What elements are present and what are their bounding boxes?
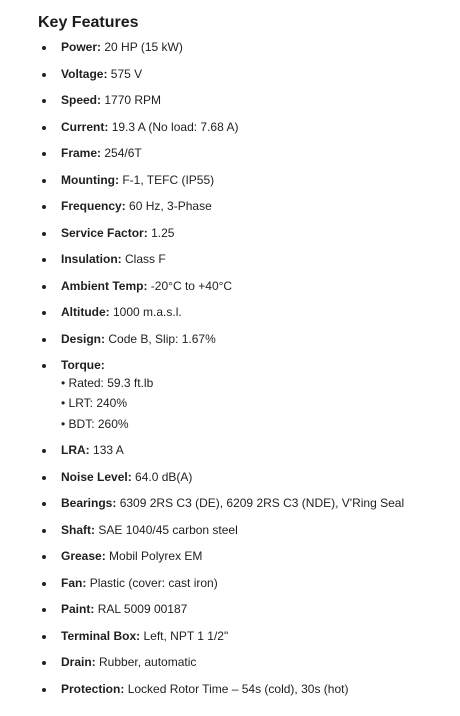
feature-item [38, 549, 460, 565]
feature-label: Protection: [61, 681, 125, 696]
feature-value: 19.3 A (No load: 7.68 A) [111, 119, 239, 134]
feature-value: 6309 2RS C3 (DE), 6209 2RS C3 (NDE), V'Ring Seal [119, 496, 405, 510]
feature-label: LRA: [61, 443, 90, 457]
feature-value: 1000 m.a.s.l. [113, 305, 182, 319]
feature-label: Mounting: [61, 172, 119, 187]
feature-label: Speed: [61, 93, 102, 107]
feature-item [38, 305, 460, 321]
bullet-icon [42, 285, 46, 289]
bullet-icon [42, 232, 46, 236]
bullet-icon [42, 555, 46, 559]
bullet-icon [42, 476, 46, 480]
feature-value: Class F [125, 252, 166, 266]
feature-label: Ambient Temp: [61, 278, 148, 293]
bullet-icon [42, 126, 46, 130]
bullet-icon [42, 338, 46, 342]
feature-label: Frame: [61, 146, 102, 160]
feature-label: Insulation: [61, 252, 122, 266]
bullet-icon [42, 179, 46, 183]
section-title: Key Features [38, 14, 139, 31]
feature-subitem: • LRT: 240% [61, 396, 128, 410]
feature-value: Plastic (cover: cast iron) [89, 575, 218, 590]
feature-value: 1770 RPM [104, 93, 162, 107]
feature-item [38, 496, 460, 512]
feature-item [38, 443, 460, 459]
feature-item [38, 602, 460, 618]
feature-item [38, 523, 460, 539]
bullet-icon [42, 99, 46, 103]
feature-label: Noise Level: [61, 469, 132, 484]
feature-value: 64.0 dB(A) [135, 469, 193, 484]
feature-label: Voltage: [61, 66, 108, 81]
feature-value: Mobil Polyrex EM [109, 549, 203, 563]
bullet-icon [42, 635, 46, 639]
feature-value: 133 A [93, 443, 124, 457]
feature-item [38, 332, 460, 348]
feature-subitem: • Rated: 59.3 ft.lb [61, 375, 154, 390]
feature-item [38, 226, 460, 242]
bullet-icon [42, 205, 46, 209]
bullet-icon [42, 311, 46, 315]
feature-label: Fan: [61, 575, 87, 590]
feature-label: Design: [61, 331, 106, 346]
feature-subitem: • BDT: 260% [61, 416, 129, 431]
feature-label: Frequency: [61, 199, 126, 213]
bullet-icon [42, 608, 46, 612]
feature-item [38, 576, 460, 592]
feature-label: Paint: [61, 602, 95, 616]
bullet-icon [42, 502, 46, 506]
feature-sublist [61, 376, 460, 433]
feature-item [38, 67, 460, 83]
feature-value: 254/6T [104, 146, 142, 160]
feature-label: Terminal Box: [61, 628, 141, 643]
feature-item [38, 146, 460, 162]
bullet-icon [42, 449, 46, 453]
feature-value: RAL 5009 00187 [97, 602, 188, 616]
feature-item [38, 120, 460, 136]
feature-item [38, 93, 460, 109]
feature-value: 1.25 [151, 225, 175, 240]
feature-value: 20 HP (15 kW) [104, 40, 183, 54]
feature-value: SAE 1040/45 carbon steel [98, 522, 238, 537]
feature-item [38, 279, 460, 295]
feature-value: 575 V [110, 66, 143, 81]
feature-label: Current: [61, 119, 109, 134]
feature-value: Rubber, automatic [99, 655, 197, 669]
feature-item [38, 655, 460, 671]
feature-label: Service Factor: [61, 225, 148, 240]
feature-label: Shaft: [61, 522, 95, 537]
feature-value: Left, NPT 1 1/2" [143, 628, 229, 643]
feature-item [38, 252, 460, 268]
feature-value: Code B, Slip: 1.67% [108, 331, 216, 346]
feature-item [38, 40, 460, 56]
feature-value: F-1, TEFC (IP55) [122, 172, 215, 187]
feature-label: Drain: [61, 655, 96, 669]
feature-label: Power: [61, 40, 102, 54]
bullet-icon [42, 152, 46, 156]
feature-value: Locked Rotor Time – 54s (cold), 30s (hot) [127, 681, 349, 696]
bullet-icon [42, 46, 46, 50]
feature-label: Grease: [61, 549, 106, 563]
bullet-icon [42, 529, 46, 533]
feature-list [38, 40, 460, 697]
bullet-icon [42, 364, 46, 368]
feature-item [38, 682, 460, 698]
feature-item [38, 358, 460, 432]
feature-label: Bearings: [61, 496, 117, 510]
feature-label: Altitude: [61, 305, 110, 319]
bullet-icon [42, 258, 46, 262]
feature-item [38, 629, 460, 645]
feature-item [38, 199, 460, 215]
feature-value: 60 Hz, 3-Phase [129, 199, 212, 213]
feature-label: Torque: [61, 358, 105, 372]
bullet-icon [42, 661, 46, 665]
bullet-icon [42, 688, 46, 692]
bullet-icon [42, 582, 46, 586]
feature-item [38, 173, 460, 189]
feature-item [38, 470, 460, 486]
feature-value: -20°C to +40°C [150, 278, 233, 293]
bullet-icon [42, 73, 46, 77]
